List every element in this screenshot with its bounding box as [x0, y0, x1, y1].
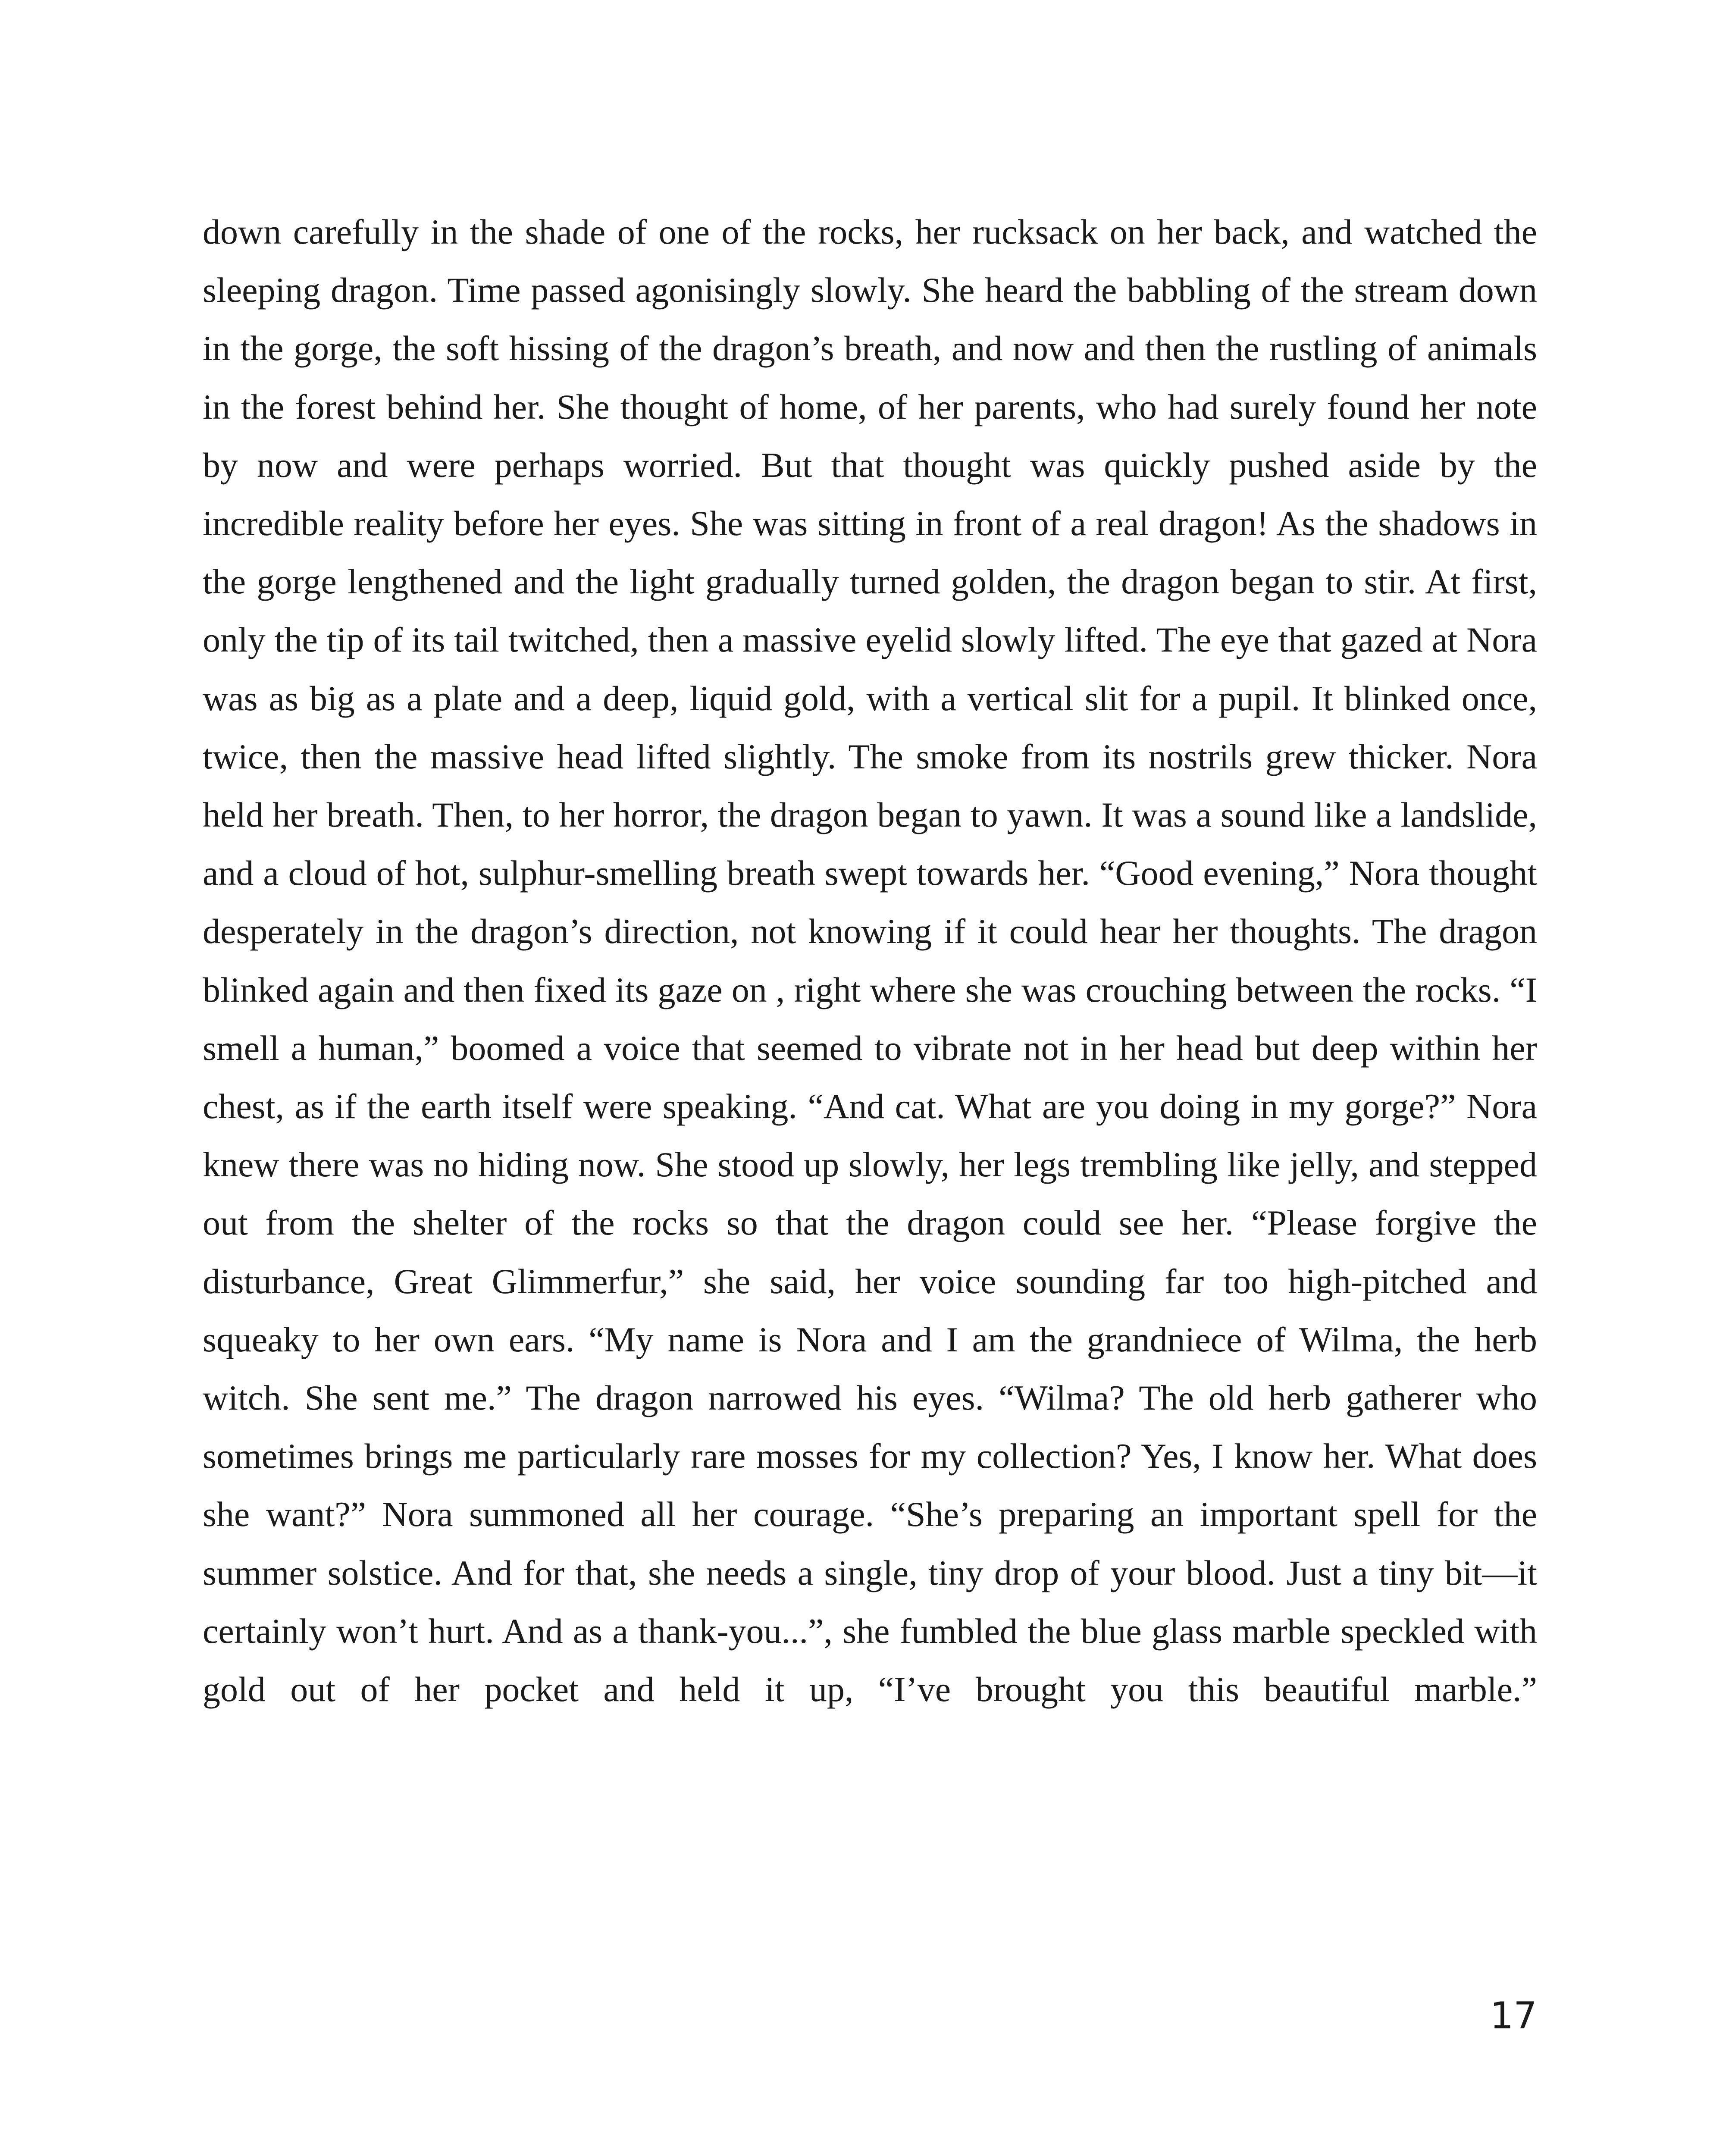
body-text: down carefully in the shade of one of the rocks, her rucksack on her back, and watched the sleeping dragon. Time passed agonisingly slowly. She heard the babbling of the stream down in the gorge, the soft hissing of the dragon’s breath, and now and then the rustling of animals in the forest behind her. She thought of home, of her parents, who had surely found her note by now and were perhaps worried. But that thought was quickly pushed aside by the incredible reality before her eyes. She was sitting in front of a real dragon! As the shadows in the gorge lengthened and the light gradually turned golden, the dragon began to stir. At first, only the tip of its tail twitched, then a massive eyelid slowly lifted. The eye that gazed at Nora was as big as a plate and a deep, liquid gold, with a vertical slit for a pupil. It blinked once, twice, then the massive head lifted slightly. The smoke from its nostrils grew thicker. Nora held her breath. Then, to her horror, the dragon began to yawn. It was a sound like a landslide, and a cloud of hot, sulphur-smelling breath swept towards her. “Good evening,” Nora thought desperately in the dragon’s direction, not knowing if it could hear her thoughts. The dragon blinked again and then fixed its gaze on , right where she was crouching between the rocks. “I smell a human,” boomed a voice that seemed to vibrate not in her head but deep within her chest, as if the earth itself were speaking. “And cat. What are you doing in my gorge?” Nora knew there was no hiding now. She stood up slowly, her legs trembling like jelly, and stepped out from the shelter of the rocks so that the dragon could see her. “Please forgive the disturbance, Great Glimmerfur,” she said, her voice sounding far too high-pitched and squeaky to her own ears. “My name is Nora and I am the grandniece of Wilma, the herb witch. She sent me.” The dragon narrowed his eyes. “Wilma? The old herb gatherer who sometimes brings me particularly rare mosses for my collection? Yes, I know her. What does she want?” Nora summoned all her courage. “She’s preparing an important spell for the summer solstice. And for that, she needs a single, tiny drop of your blood. Just a tiny bit—it certainly won’t hurt. And as a thank-you...”, she fumbled the blue glass marble speckled with gold out of her pocket and held it up, “I’ve brought you this beautiful marble.”	[203, 212, 1537, 1709]
page-number: 17	[1490, 1994, 1537, 2037]
